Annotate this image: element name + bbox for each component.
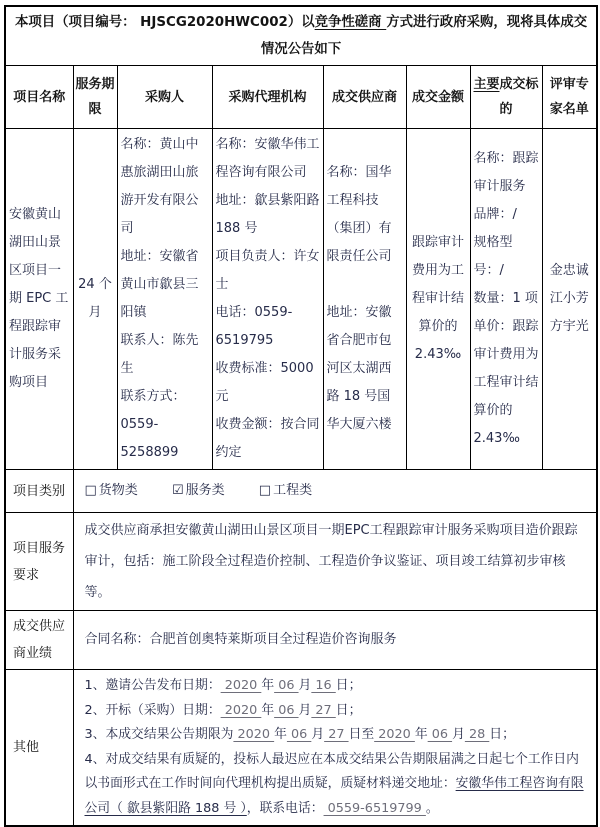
supplier-performance-row <box>5 611 597 670</box>
other-line-announcement-period: 3、本成交结果公告期限为 2020 年 06 月 27 日至 2020 年 06 月 28 日； <box>84 727 515 742</box>
col-header-agency: 采购代理机构 <box>212 66 323 129</box>
category-services <box>172 483 225 498</box>
category-goods <box>85 483 138 498</box>
cell-project-name: 安徽黄山湖田山景区项目一期 EPC 工程跟踪审计服务采购项目 <box>5 129 73 470</box>
checkbox-services-checked-icon: ☑ <box>171 483 184 498</box>
col-header-supplier: 成交供应商 <box>323 66 406 129</box>
col-header-project-name: 项目名称 <box>5 66 73 129</box>
cell-agency: 名称：安徽华伟工程咨询有限公司 地址：歙县紫阳路188 号 项目负责人：许女士 电话：0559-6519795 收费标准：5000 元 收费金额：按合同约定 <box>212 129 323 470</box>
checkbox-goods-icon: □ <box>84 483 97 498</box>
label-service-requirements: 项目服务要求 <box>5 513 73 611</box>
cell-service-period: 24 个月 <box>73 129 117 470</box>
checkbox-works-icon: □ <box>258 483 272 498</box>
category-row <box>5 470 597 513</box>
col-header-subject: 主要成交标的 <box>470 66 542 129</box>
service-requirements-row <box>5 513 597 611</box>
cell-service-requirements: 成交供应商承担安徽黄山湖田山景区项目一期EPC工程跟踪审计服务采购项目造价跟踪审计，包括：施工阶段全过程造价控制、工程造价争议鉴证、项目竣工结算初步审核等。 <box>73 513 597 611</box>
main-data-row <box>5 129 597 470</box>
other-row <box>5 670 597 827</box>
cell-supplier-performance: 合同名称：合肥首创奥特莱斯项目全过程造价咨询服务 <box>73 611 597 670</box>
intro-row <box>5 6 597 66</box>
col-header-experts: 评审专家名单 <box>542 66 597 129</box>
other-line-invitation-date: 1、邀请公告发布日期： 2020 年 06 月 16 日； <box>84 678 362 693</box>
col-header-service-period: 服务期限 <box>73 66 117 129</box>
cell-subject: 名称：跟踪审计服务 品牌：/ 规格型号：/ 数量：1 项 单价：跟踪审计费用为工程审计结算价的 2.43‰ <box>470 129 542 470</box>
cell-purchaser: 名称：黄山中惠旅湖田山旅游开发有限公司 地址：安徽省黄山市歙县三阳镇 联系人：陈先生 联系方式：0559-5258899 <box>117 129 212 470</box>
cell-supplier: 名称：国华工程科技（集团）有限责任公司 地址：安徽省合肥市包河区太湖西路 18 号国华大厦六楼 <box>323 129 406 470</box>
cell-project-category <box>73 470 597 513</box>
label-other: 其他 <box>5 670 73 827</box>
other-line-objection-notice: 4、对成交结果有质疑的，投标人最迟应在本成交结果公告期限届满之日起七个工作日内以书面形式在工作时间向代理机构提出质疑，质疑材料递交地址：安徽华伟工程咨询有限公司（ 歙县紫阳路 188 号 ），联系电话： 0559-6519799 。 <box>84 751 584 816</box>
cell-experts: 金忠诚 江小芳 方宇光 <box>542 129 597 470</box>
col-header-purchaser: 采购人 <box>117 66 212 129</box>
label-project-category: 项目类别 <box>5 470 73 513</box>
category-services-label: 服务类 <box>185 483 225 498</box>
header-row <box>5 66 597 129</box>
award-announcement-table <box>4 5 598 827</box>
col-header-amount: 成交金额 <box>406 66 470 129</box>
category-goods-label: 货物类 <box>98 483 138 498</box>
cell-amount: 跟踪审计费用为工程审计结算价的 2.43‰ <box>406 129 470 470</box>
category-works-label: 工程类 <box>273 483 313 498</box>
category-works <box>259 483 312 498</box>
other-line-bid-opening-date: 2、开标（采购）日期： 2020 年 06 月 27 日； <box>84 702 362 718</box>
intro-text: 本项目（项目编号： HJSCG2020HWC002）以竞争性磋商 方式进行政府采购，现将具体成交情况公告如下 <box>5 6 597 66</box>
label-supplier-performance: 成交供应商业绩 <box>5 611 73 670</box>
cell-other <box>73 670 597 827</box>
